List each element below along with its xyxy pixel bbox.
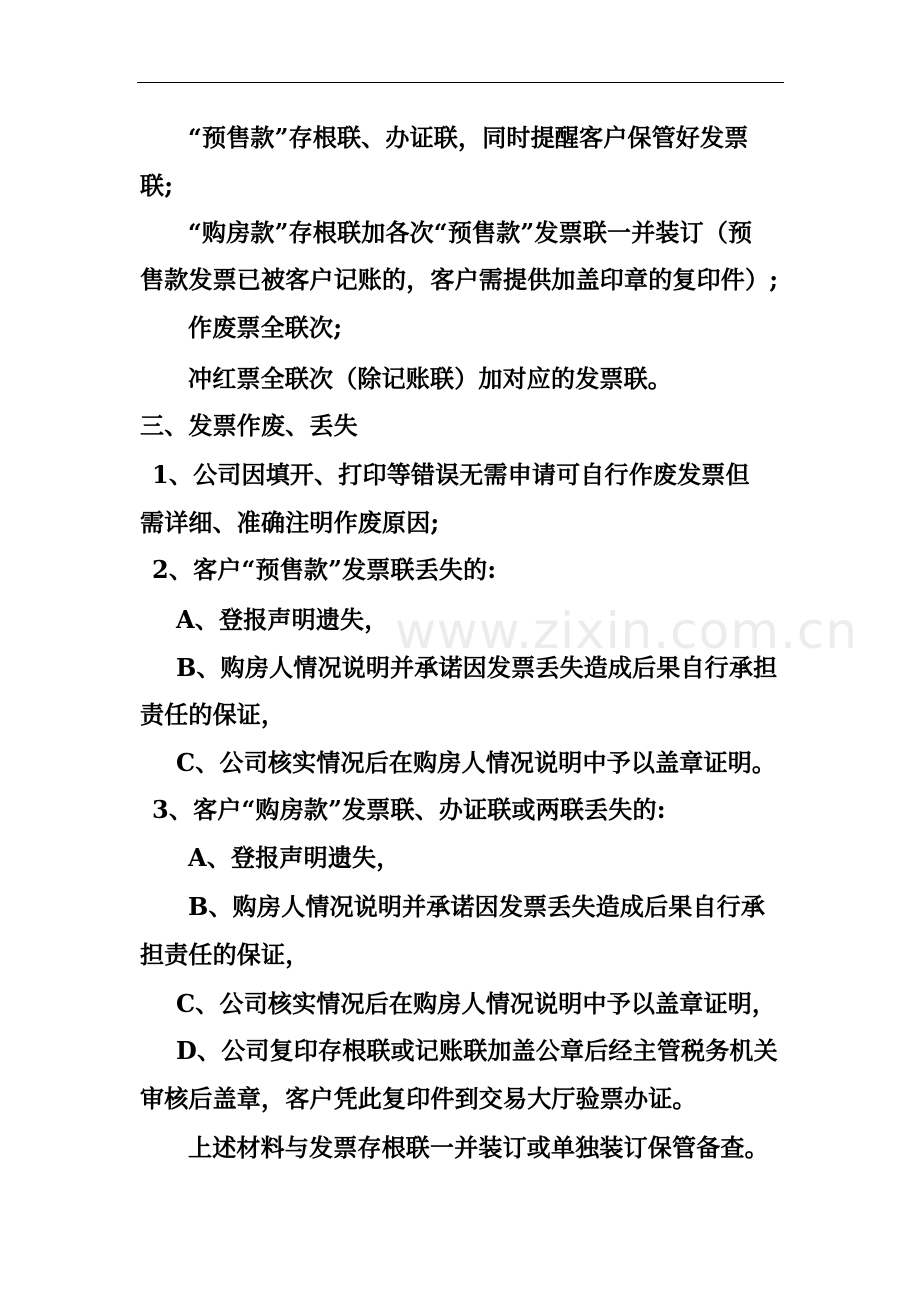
text-line: “预售款”存根联、办证联，同时提醒客户保管好发票 [188, 123, 749, 152]
text-line: A、登报声明遗失， [176, 605, 389, 634]
text-line: 责任的保证， [140, 700, 286, 729]
text-line: 3、客户“购房款”发票联、办证联或两联丢失的: [152, 795, 666, 824]
text-line: 作废票全联次; [188, 313, 343, 342]
text-line: B、购房人情况说明并承诺因发票丢失造成后果自行承 [188, 892, 766, 921]
text-line: “购房款”存根联加各次“预售款”发票联一并装订（预 [188, 218, 753, 247]
text-line: B、购房人情况说明并承诺因发票丢失造成后果自行承担 [176, 653, 778, 682]
text-line: C、公司核实情况后在购房人情况说明中予以盖章证明。 [176, 748, 777, 777]
text-line: C、公司核实情况后在购房人情况说明中予以盖章证明， [176, 989, 777, 1018]
text-line: 冲红票全联次（除记账联）加对应的发票联。 [188, 364, 672, 393]
watermark: www.zixin.com.cn [395, 602, 859, 660]
text-line: 2、客户“预售款”发票联丢失的: [152, 555, 497, 584]
text-line: 担责任的保证， [140, 940, 310, 969]
text-line: 售款发票已被客户记账的，客户需提供加盖印章的复印件）; [140, 265, 779, 294]
text-line: A、登报声明遗失， [188, 843, 401, 872]
text-line: 1、公司因填开、打印等错误无需申请可自行作废发票但 [152, 460, 750, 489]
section-heading: 三、发票作废、丢失 [140, 411, 358, 440]
text-line: 审核后盖章，客户凭此复印件到交易大厅验票办证。 [140, 1084, 697, 1113]
text-line: 上述材料与发票存根联一并装订或单独装订保管备查。 [188, 1133, 769, 1162]
text-line: D、公司复印存根联或记账联加盖公章后经主管税务机关 [176, 1036, 778, 1065]
text-line: 需详细、准确注明作废原因; [140, 508, 440, 537]
header-rule [137, 82, 784, 83]
text-line: 联; [140, 171, 174, 200]
